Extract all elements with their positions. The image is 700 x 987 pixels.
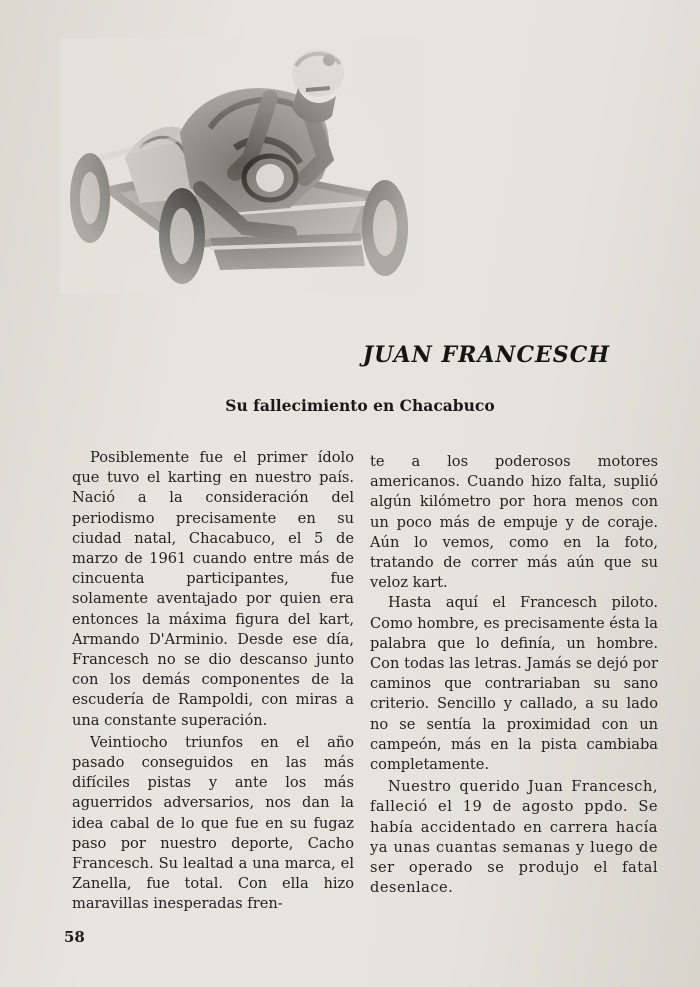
article-subtitle: Su fallecimiento en Chacabuco	[225, 396, 495, 415]
left-column	[72, 448, 354, 915]
right-column	[370, 452, 658, 898]
paragraph: Nuestro querido Juan Francesch, falleció el 19 de agosto ppdo. Se había accidentado en carrera hacía ya unas cuantas semanas y luego de ser operado se produjo el fatal desenlace.	[370, 778, 658, 897]
paragraph: Veintiocho triunfos en el año pasado conseguidos en las más difíciles pistas y ante los más aguerridos adversarios, nos dan la idea cabal de lo que fue en su fugaz paso por nuestro deporte, Cacho Francesch. Su lealtad a una marca, el Zanella, fue total. Con ella hizo maravillas inesperadas fren-	[72, 733, 354, 913]
paragraph: te a los poderosos motores americanos. Cuando hizo falta, suplió algún kilómetro por hora menos con un poco más de empuje y de coraje. Aún lo vemos, como en la foto, tratando de correr más aún que su veloz kart.	[370, 453, 658, 592]
paragraph: Posiblemente fue el primer ídolo que tuvo el karting en nuestro país. Nació a la consideración del periodismo precisamente en su ciudad natal, Chacabuco, el 5 de marzo de 1961 cuando entre más de cincuenta participantes, fue solamente aventajado por quien era entonces la máxima figura del kart, Armando D'Arminio. Desde ese día, Francesch no se dio descanso junto con los demás componentes de la escudería de Rampoldi, con miras a una constante superación.	[72, 449, 354, 729]
go-kart-racer-photo	[60, 38, 420, 293]
page-number: 58	[64, 928, 85, 946]
article-title: JUAN FRANCESCH	[362, 342, 610, 368]
paragraph: Hasta aquí el Francesch piloto. Como hombre, es precisamente ésta la palabra que lo definía, un hombre. Con todas las letras. Jamás se dejó por caminos que contrariaban su sano criterio. Sencillo y callado, a su lado no se sentía la proximidad con un campeón, más en la pista cambiaba completamente.	[370, 594, 658, 774]
